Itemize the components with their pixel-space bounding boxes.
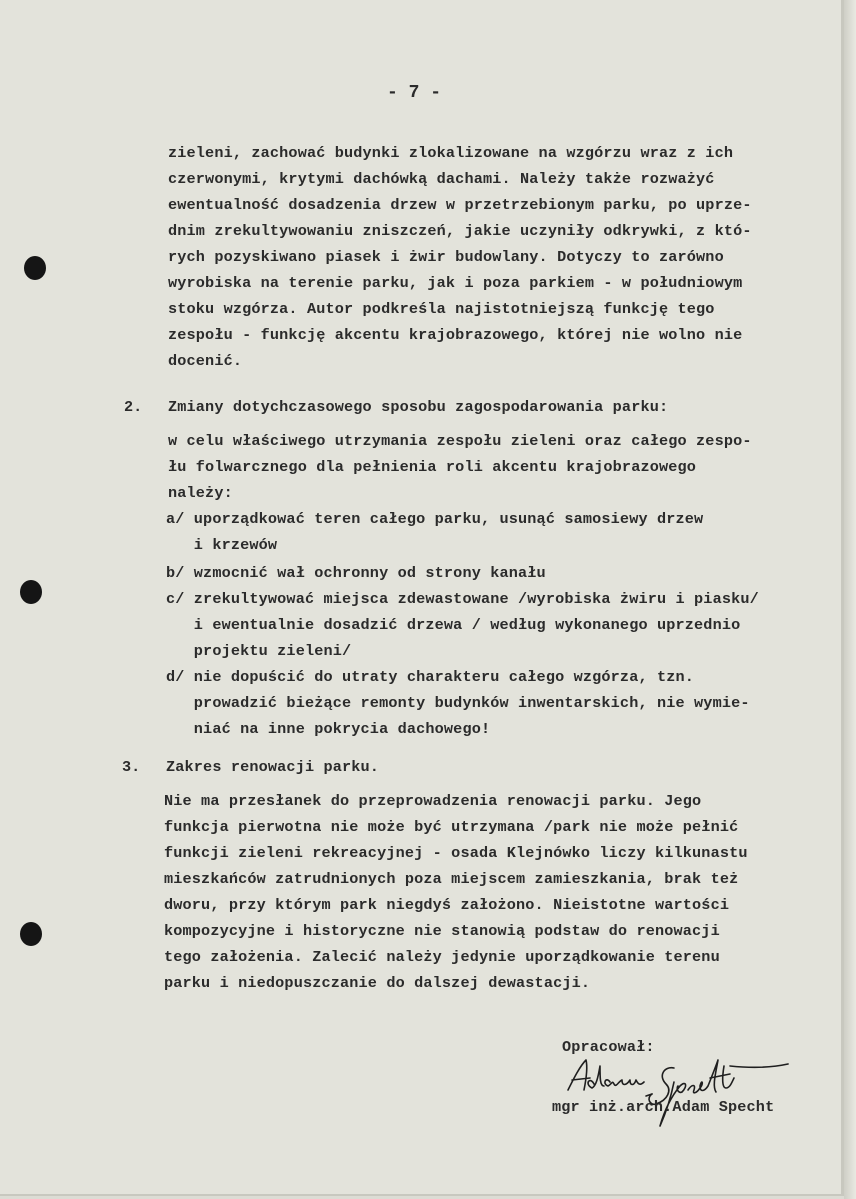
text-line: zespołu - funkcję akcentu krajobrazowego, której nie wolno nie	[168, 326, 743, 344]
text-line: funkcja pierwotna nie może być utrzymana /park nie może pełnić	[164, 818, 739, 836]
text-line: ewentualność dosadzenia drzew w przetrzebionym parku, po uprze-	[168, 196, 752, 214]
paper-edge	[844, 0, 856, 1199]
text-line: Nie ma przesłanek do przeprowadzenia renowacji parku. Jego	[164, 792, 702, 810]
text-line: łu folwarcznego dla pełnienia roli akcentu krajobrazowego	[168, 458, 697, 476]
text-line: rych pozyskiwano piasek i żwir budowlany. Dotyczy to zarówno	[168, 248, 724, 266]
section-number: 3.	[122, 758, 141, 776]
section-heading: Zmiany dotychczasowego sposobu zagospodarowania parku:	[168, 398, 669, 416]
text-line: tego założenia. Zalecić należy jedynie uporządkowanie terenu	[164, 948, 720, 966]
text-line: docenić.	[168, 352, 243, 370]
text-line: stoku wzgórza. Autor podkreśla najistotniejszą funkcję tego	[168, 300, 715, 318]
text-line: dworu, przy którym park niegdyś założono. Nieistotne wartości	[164, 896, 730, 914]
text-line: czerwonymi, krytymi dachówką dachami. Należy także rozważyć	[168, 170, 715, 188]
list-item: i ewentualnie dosadzić drzewa / według wykonanego uprzednio	[166, 616, 741, 634]
list-item: niać na inne pokrycia dachowego!	[166, 720, 491, 738]
text-line: wyrobiska na terenie parku, jak i poza parkiem - w południowym	[168, 274, 743, 292]
punch-hole	[24, 256, 46, 280]
list-item: i krzewów	[166, 536, 278, 554]
section-heading: Zakres renowacji parku.	[166, 758, 380, 776]
handwritten-signature	[560, 1048, 790, 1130]
page-number: - 7 -	[387, 83, 442, 103]
text-line: parku i niedopuszczanie do dalszej dewastacji.	[164, 974, 591, 992]
text-line: funkcji zieleni rekreacyjnej - osada Klejnówko liczy kilkunastu	[164, 844, 748, 862]
author-name: mgr inż.arch.Adam Specht	[552, 1098, 775, 1116]
list-item: d/ nie dopuścić do utraty charakteru całego wzgórza, tzn.	[166, 668, 695, 686]
text-line: dnim zrekultywowaniu zniszczeń, jakie uczyniły odkrywki, z któ-	[168, 222, 752, 240]
text-line: należy:	[168, 484, 233, 502]
list-item: c/ zrekultywować miejsca zdewastowane /wyrobiska żwiru i piasku/	[166, 590, 759, 608]
text-line: zieleni, zachować budynki zlokalizowane na wzgórzu wraz z ich	[168, 144, 734, 162]
text-line: mieszkańców zatrudnionych poza miejscem zamieszkania, brak też	[164, 870, 739, 888]
list-item: a/ uporządkować teren całego parku, usunąć samosiewy drzew	[166, 510, 704, 528]
text-line: w celu właściwego utrzymania zespołu zieleni oraz całego zespo-	[168, 432, 752, 450]
punch-hole	[20, 580, 42, 604]
list-item: b/ wzmocnić wał ochronny od strony kanału	[166, 564, 546, 582]
section-number: 2.	[124, 398, 143, 416]
punch-hole	[20, 922, 42, 946]
list-item: projektu zieleni/	[166, 642, 352, 660]
text-line: kompozycyjne i historyczne nie stanowią podstaw do renowacji	[164, 922, 720, 940]
prepared-by-label: Opracował:	[562, 1038, 655, 1056]
list-item: prowadzić bieżące remonty budynków inwentarskich, nie wymie-	[166, 694, 750, 712]
